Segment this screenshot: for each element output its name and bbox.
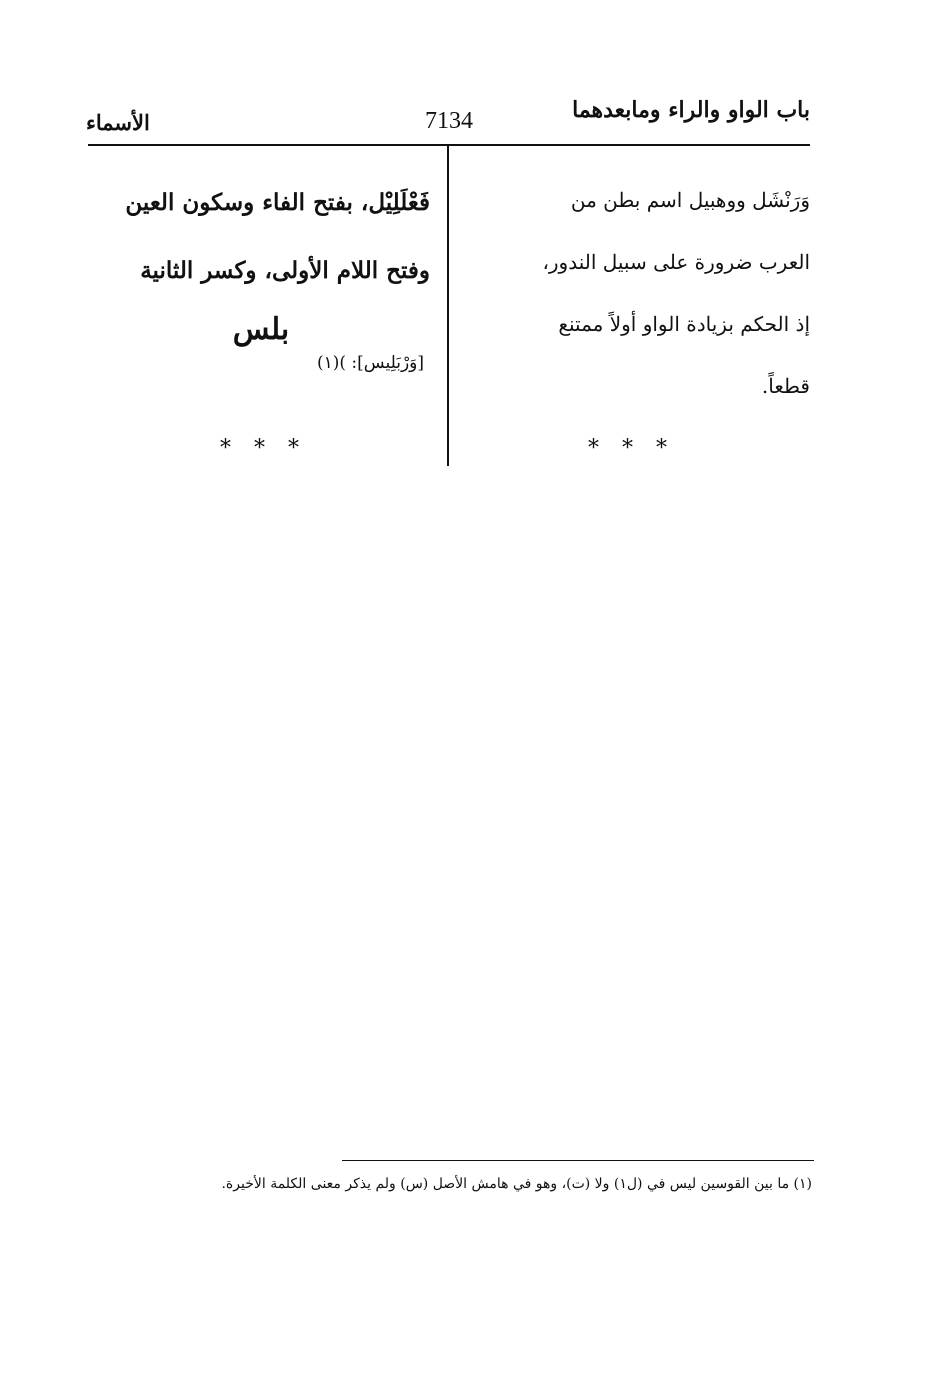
right-column-line: وَرَنْشَل ووهبيل اسم بطن من: [570, 188, 810, 212]
section-title: الأسماء: [86, 110, 150, 135]
footnote-rule: [342, 1160, 814, 1161]
chapter-title: باب الواو والراء ومابعدهما: [572, 97, 810, 123]
right-column-line: إذ الحكم بزيادة الواو أولاً ممتنع: [558, 312, 810, 336]
right-column-separator: * * *: [588, 436, 675, 461]
right-column: [460, 175, 810, 423]
left-column-line: وفتح اللام الأولى، وكسر الثانية: [140, 257, 430, 284]
header-rule: [88, 144, 810, 146]
footnote: (١) ما بين القوسين ليس في (ل١) ولا (ت)، وهو في هامش الأصل (س) ولم يذكر معنى الكلمة الأخيرة.: [221, 1176, 812, 1192]
right-column-line: العرب ضرورة على سبيل الندور،: [542, 250, 810, 274]
entry-reference: [وَرْبَلِيس]: )(١): [316, 353, 424, 373]
root-headword: بلس: [232, 312, 290, 347]
column-divider: [447, 146, 449, 466]
page-number: 7134: [425, 108, 473, 134]
left-column-separator: * * *: [220, 436, 307, 461]
left-column-line: فَعْلَلِيْل، بفتح الفاء وسكون العين: [125, 189, 430, 216]
left-column: [92, 175, 430, 373]
right-column-line: قطعاً.: [761, 374, 810, 398]
